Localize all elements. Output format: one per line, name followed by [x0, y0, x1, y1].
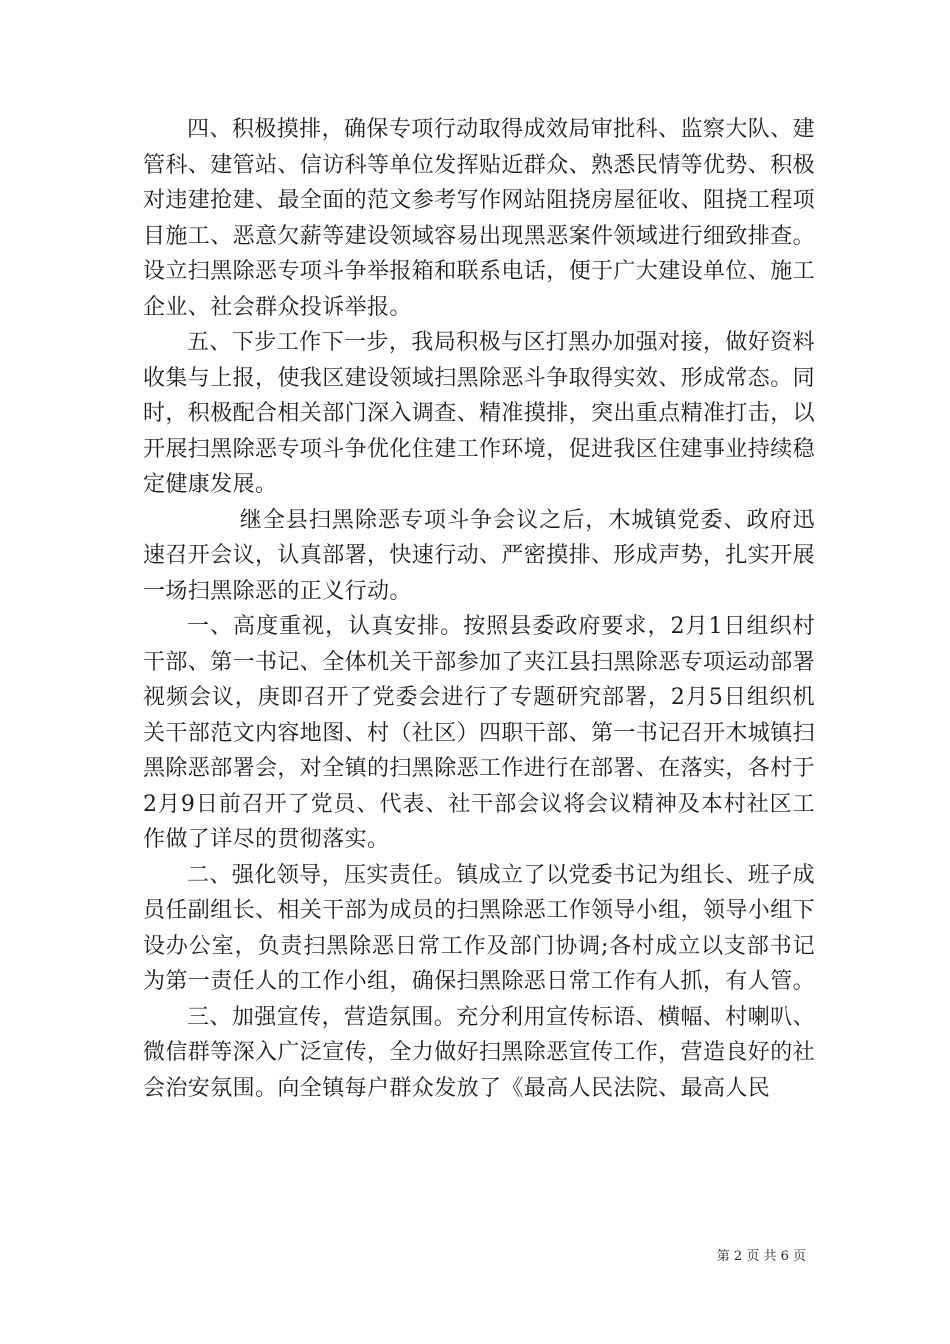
- paragraph-point-3: 三、加强宣传，营造氛围。充分利用宣传标语、横幅、村喇叭、微信群等深入广泛宣传，全力做好扫黑除恶宣传工作，营造良好的社会治安氛围。向全镇每户群众发放了《最高人民法院、最高人民: [143, 1004, 816, 1101]
- paragraph-point-2: 二、强化领导，压实责任。镇成立了以党委书记为组长、班子成员任副组长、相关干部为成员的扫黑除恶工作领导小组，领导小组下设办公室，负责扫黑除恶日常工作及部门协调;各村成立以支部书记为第一责任人的工作小组，确保扫黑除恶日常工作有人抓，有人管。: [143, 862, 816, 994]
- paragraph-section-5: 五、下步工作下一步，我局积极与区打黑办加强对接，做好资料收集与上报，使我区建设领域扫黑除恶斗争取得实效、形成常态。同时，积极配合相关部门深入调查、精准摸排，突出重点精准打击，以开展扫黑除恶专项斗争优化住建工作环境，促进我区住建事业持续稳定健康发展。: [143, 330, 816, 497]
- page-number: 第 2 页 共 6 页: [716, 1249, 806, 1264]
- paragraph-section-4: 四、积极摸排，确保专项行动取得成效局审批科、监察大队、建管科、建管站、信访科等单位发挥贴近群众、熟悉民情等优势、积极对违建抢建、最全面的范文参考写作网站阻挠房屋征收、阻挠工程项目施工、恶意欠薪等建设领域容易出现黑恶案件领域进行细致排查。设立扫黑除恶专项斗争举报箱和联系电话，便于广大建设单位、施工企业、社会群众投诉举报。: [143, 117, 816, 320]
- page-footer: [0, 1249, 806, 1265]
- paragraph-point-1: 一、高度重视，认真安排。按照县委政府要求，2月1日组织村干部、第一书记、全体机关干部参加了夹江县扫黑除恶专项运动部署视频会议，庚即召开了党委会进行了专题研究部署，2月5日组织机关干部范文内容地图、村（社区）四职干部、第一书记召开木城镇扫黑除恶部署会，对全镇的扫黑除恶工作进行在部署、在落实，各村于2月9日前召开了党员、代表、社干部会议将会议精神及本村社区工作做了详尽的贯彻落实。: [143, 614, 816, 852]
- document-body: [143, 112, 815, 1106]
- paragraph-intro: 继全县扫黑除恶专项斗争会议之后，木城镇党委、政府迅速召开会议，认真部署，快速行动、严密摸排、形成声势，扎实开展一场扫黑除恶的正义行动。: [143, 507, 816, 604]
